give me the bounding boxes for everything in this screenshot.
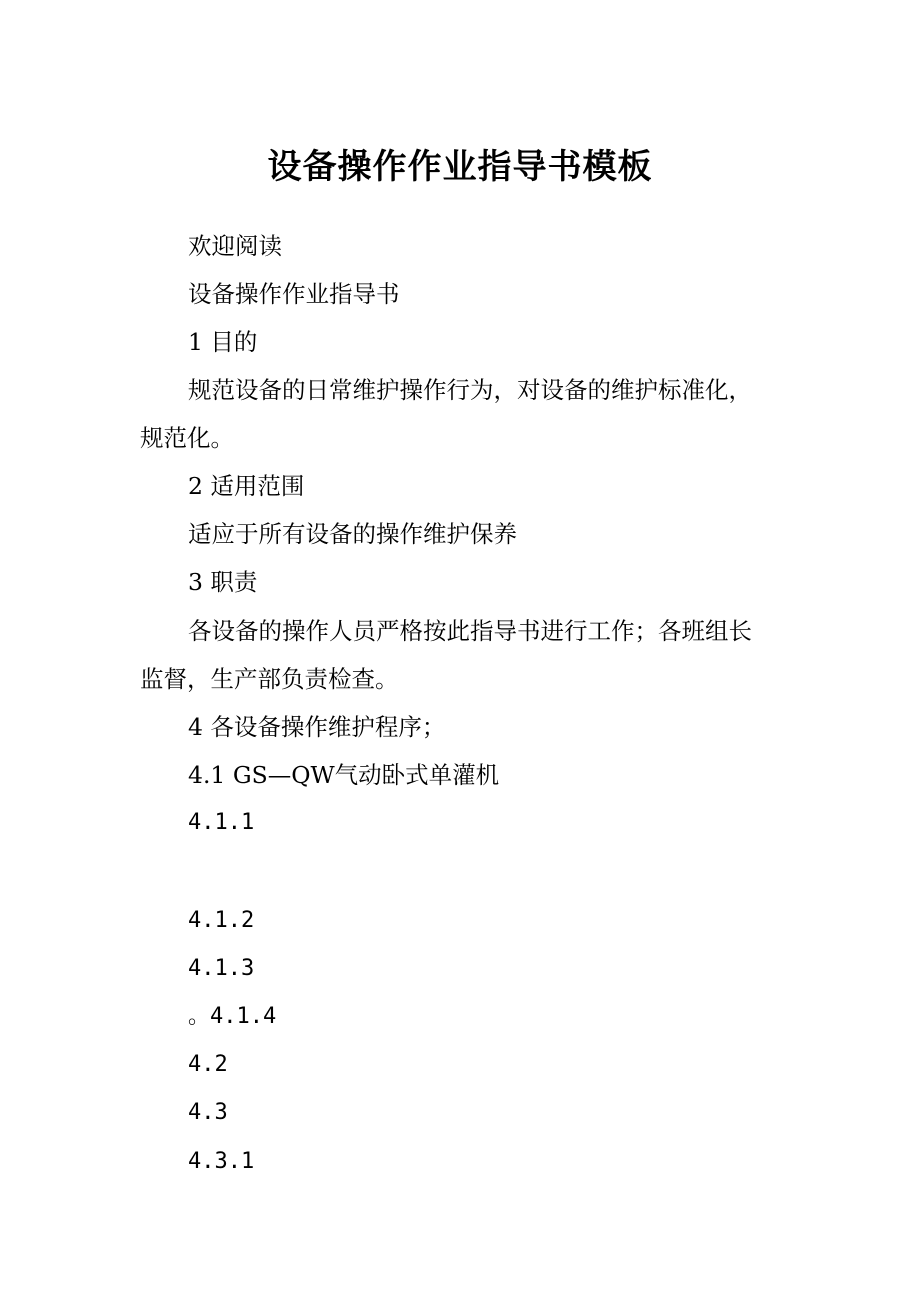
heading-4-1-2: 4.1.2 — [188, 908, 255, 933]
document-title: 设备操作作业指导书模板 — [267, 147, 653, 187]
heading-4-2: 4.2 — [188, 1052, 228, 1077]
heading-4-1: 4.1 GS—QW气动卧式单灌机 — [188, 761, 500, 789]
heading-4-3: 4.3 — [188, 1100, 228, 1125]
heading-4-1-3: 4.1.3 — [188, 956, 255, 981]
heading-purpose: 1 目的 — [188, 328, 258, 356]
paragraph-responsibility-line1: 各设备的操作人员严格按此指导书进行工作；各班组长 — [188, 617, 752, 645]
heading-responsibility: 3 职责 — [188, 568, 258, 596]
paragraph-scope: 适应于所有设备的操作维护保养 — [188, 520, 517, 548]
paragraph-purpose-line2: 规范化。 — [140, 424, 234, 452]
heading-scope: 2 适用范围 — [188, 472, 305, 500]
heading-4-1-4: 。4.1.4 — [188, 1004, 277, 1029]
paragraph-welcome: 欢迎阅读 — [188, 232, 282, 260]
paragraph-purpose-line1: 规范设备的日常维护操作行为，对设备的维护标准化， — [188, 376, 752, 404]
heading-4-3-1: 4.3.1 — [188, 1149, 255, 1174]
heading-4-1-1: 4.1.1 — [188, 810, 255, 835]
heading-procedures: 4 各设备操作维护程序； — [188, 713, 446, 741]
paragraph-responsibility-line2: 监督，生产部负责检查。 — [140, 665, 399, 693]
paragraph-doc-name: 设备操作作业指导书 — [188, 280, 400, 308]
